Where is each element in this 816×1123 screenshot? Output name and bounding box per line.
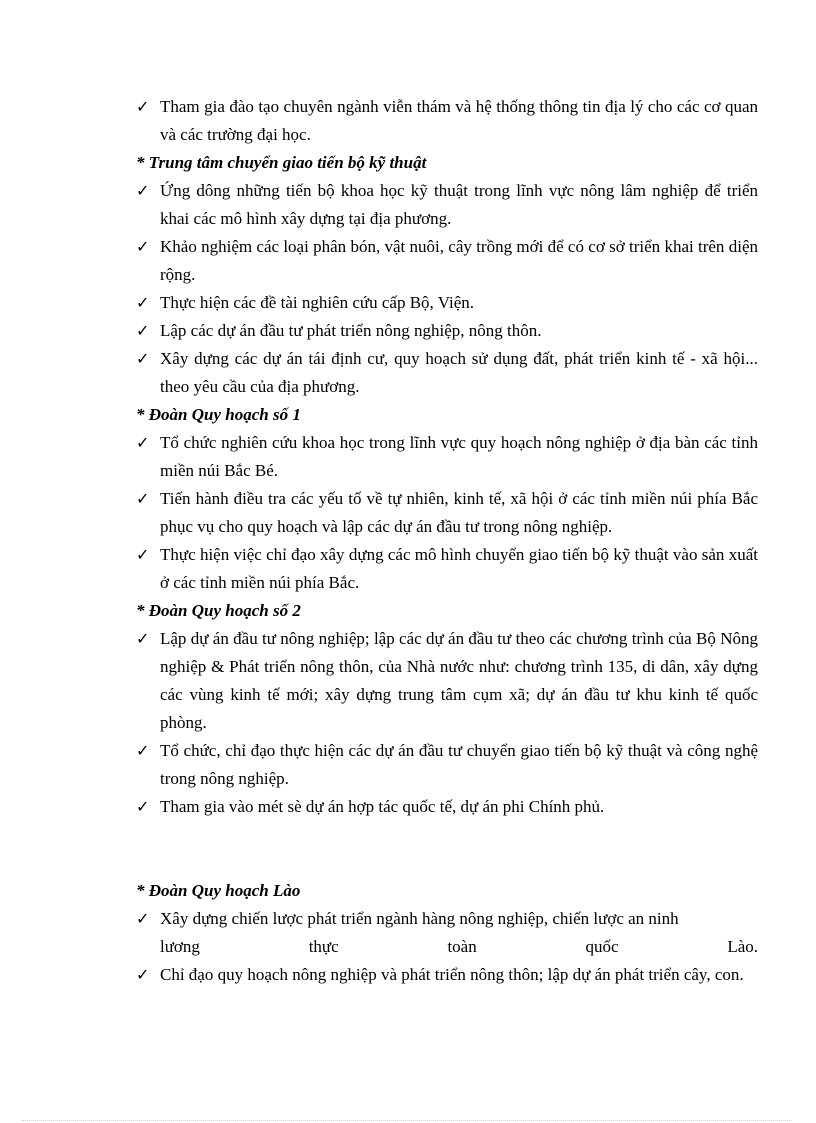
list-item bbox=[136, 541, 758, 597]
spacer bbox=[136, 821, 758, 877]
checkmark-icon: ✓ bbox=[136, 545, 150, 564]
word: quốc bbox=[585, 937, 619, 956]
checkmark-icon: ✓ bbox=[136, 909, 150, 928]
justified-line bbox=[160, 933, 758, 961]
checkmark-icon: ✓ bbox=[136, 97, 150, 116]
checkmark-icon: ✓ bbox=[136, 965, 150, 984]
checkmark-icon: ✓ bbox=[136, 741, 150, 760]
checkmark-icon: ✓ bbox=[136, 349, 150, 368]
section-heading: * Đoàn Quy hoạch số 1 bbox=[136, 405, 301, 424]
word: Lào. bbox=[727, 937, 758, 956]
list-item bbox=[136, 793, 758, 821]
list-item bbox=[136, 177, 758, 233]
list-item bbox=[136, 961, 758, 989]
list-item bbox=[136, 233, 758, 289]
list-item bbox=[136, 93, 758, 149]
list-item bbox=[136, 317, 758, 345]
word: toàn bbox=[447, 937, 477, 956]
word: thực bbox=[308, 937, 339, 956]
list-item-text: Khảo nghiệm các loại phân bón, vật nuôi, cây trồng mới để có cơ sở triển khai trên diện rộng. bbox=[160, 237, 758, 284]
list-item-text: Xây dựng chiến lược phát triển ngành hàng nông nghiệp, chiến lược an ninh bbox=[160, 909, 679, 928]
list-item bbox=[136, 345, 758, 401]
section-heading: * Đoàn Quy hoạch số 2 bbox=[136, 601, 301, 620]
section-heading: * Đoàn Quy hoạch Lào bbox=[136, 881, 301, 900]
list-item bbox=[136, 289, 758, 317]
list-item bbox=[136, 429, 758, 485]
list-item bbox=[136, 485, 758, 541]
checkmark-icon: ✓ bbox=[136, 237, 150, 256]
list-item-text: Tổ chức nghiên cứu khoa học trong lĩnh vực quy hoạch nông nghiệp ở địa bàn các tỉnh miền núi Bắc Bé. bbox=[160, 433, 758, 480]
list-item-text: Lập dự án đầu tư nông nghiệp; lập các dự án đầu tư theo các chương trình của Bộ Nông nghiệp & Phát triển nông thôn, của Nhà nước như: chương trình 135, di dân, xây dựng các vùng kinh tế mới; xây dựng trung tâm cụm xã; dự án đầu tư khu kinh tế quốc phòng. bbox=[160, 629, 758, 732]
checkmark-icon: ✓ bbox=[136, 629, 150, 648]
list-item-text: Tham gia đào tạo chuyên ngành viễn thám và hệ thống thông tin địa lý cho các cơ quan và các trường đại học. bbox=[160, 97, 758, 144]
list-item-text: Thực hiện các đề tài nghiên cứu cấp Bộ, Viện. bbox=[160, 293, 475, 312]
checkmark-icon: ✓ bbox=[136, 321, 150, 340]
list-item-text: Thực hiện việc chỉ đạo xây dựng các mô hình chuyển giao tiến bộ kỹ thuật vào sản xuất ở các tỉnh miền núi phía Bắc. bbox=[160, 545, 758, 592]
checkmark-icon: ✓ bbox=[136, 489, 150, 508]
list-item-text: Lập các dự án đầu tư phát triển nông nghiệp, nông thôn. bbox=[160, 321, 542, 340]
list-item bbox=[136, 737, 758, 793]
list-item-text: Chỉ đạo quy hoạch nông nghiệp và phát triển nông thôn; lập dự án phát triển cây, con. bbox=[160, 965, 744, 984]
list-item-text: Ứng dông những tiến bộ khoa học kỹ thuật trong lĩnh vực nông lâm nghiệp để triển khai các mô hình xây dựng tại địa phương. bbox=[160, 181, 758, 228]
page-bottom-divider bbox=[22, 1120, 792, 1121]
section-heading: * Trung tâm chuyển giao tiến bộ kỹ thuật bbox=[136, 153, 427, 172]
checkmark-icon: ✓ bbox=[136, 433, 150, 452]
list-item-text: Xây dựng các dự án tái định cư, quy hoạch sử dụng đất, phát triển kinh tế - xã hội... theo yêu cầu của địa phương. bbox=[160, 349, 758, 396]
checkmark-icon: ✓ bbox=[136, 797, 150, 816]
list-item bbox=[136, 905, 758, 961]
list-item-text: Tổ chức, chỉ đạo thực hiện các dự án đầu tư chuyển giao tiến bộ kỹ thuật và công nghệ trong nông nghiệp. bbox=[160, 741, 758, 788]
checkmark-icon: ✓ bbox=[136, 293, 150, 312]
list-item bbox=[136, 625, 758, 737]
list-item-text: Tiến hành điều tra các yếu tố về tự nhiên, kinh tế, xã hội ở các tỉnh miền núi phía Bắc phục vụ cho quy hoạch và lập các dự án đầu tư trong nông nghiệp. bbox=[160, 489, 758, 536]
word: lương bbox=[160, 937, 200, 956]
document-page bbox=[136, 93, 758, 989]
list-item-text: Tham gia vào mét sè dự án hợp tác quốc tế, dự án phi Chính phủ. bbox=[160, 797, 605, 816]
checkmark-icon: ✓ bbox=[136, 181, 150, 200]
